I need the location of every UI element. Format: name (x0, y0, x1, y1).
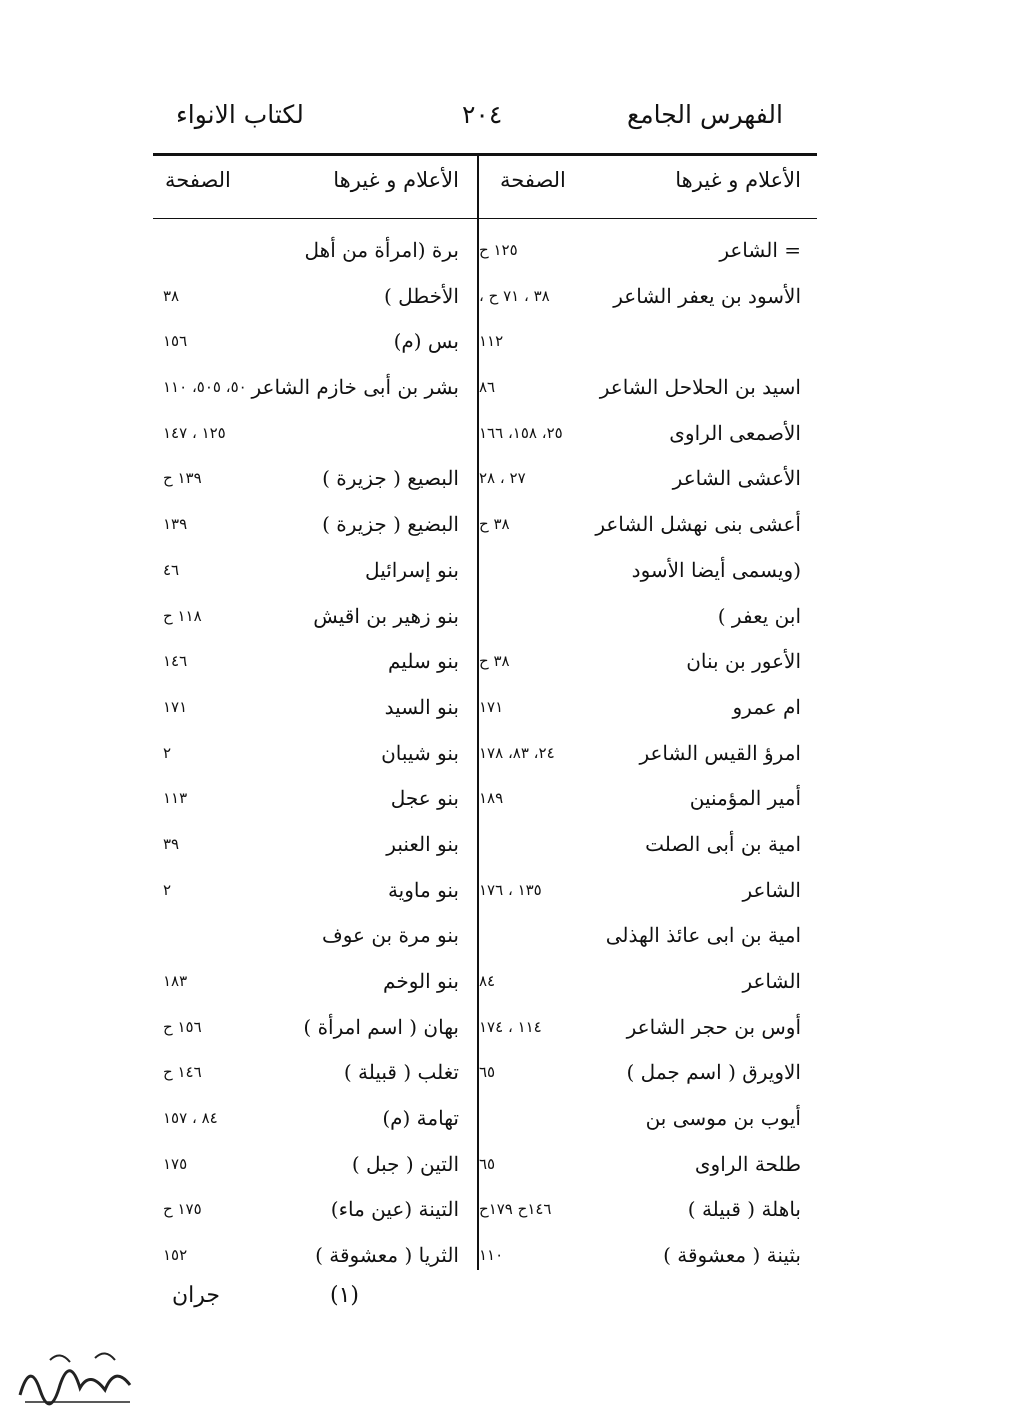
entry-name: اسيد بن الحلاحل الشاعر (599, 375, 801, 400)
entry-pages: ٥٠، ٥٠٥، ١١٠ (163, 378, 247, 397)
index-entry (163, 959, 459, 1005)
entry-name: بنو إسرائيل (365, 557, 459, 582)
entry-pages: ١٥٢ (163, 1246, 188, 1265)
entry-pages: ٨٤ (479, 972, 496, 990)
index-entry (479, 228, 801, 274)
entry-name: ام عمرو (732, 694, 801, 719)
left-column-heading-names: الأعلام و غيرها (333, 168, 459, 192)
right-index-column (479, 228, 801, 1279)
entry-name: بنو السيد (384, 694, 459, 719)
entry-name: تهامة (م) (382, 1106, 459, 1131)
index-entry (163, 1096, 459, 1142)
left-column-heading-page: الصفحة (165, 168, 231, 192)
entry-pages: ٨٦ (479, 378, 496, 397)
entry-pages: ١١٨ ح (163, 606, 202, 625)
index-entry (479, 822, 801, 868)
index-entry (163, 731, 459, 777)
index-entry (163, 502, 459, 548)
entry-pages: ١٧٥ (163, 1154, 188, 1173)
index-entry (163, 685, 459, 731)
index-entry (163, 913, 459, 959)
index-entry (163, 868, 459, 914)
entry-pages: ١٨٣ (163, 972, 188, 990)
entry-name: ابن يعفر ) (717, 603, 801, 628)
entry-name: بنو الوخم (383, 969, 459, 993)
entry-name: بس (م) (393, 329, 459, 354)
index-entry (479, 1050, 801, 1096)
index-entry (163, 1233, 459, 1279)
index-entry (163, 1142, 459, 1188)
index-entry (479, 1233, 801, 1279)
index-entry (163, 548, 459, 594)
index-entry (163, 1050, 459, 1096)
index-entry (479, 685, 801, 731)
entry-name: الأخطل ) (383, 283, 459, 308)
entry-name: الأسود بن يعفر الشاعر (613, 283, 801, 308)
entry-pages: ٦٥ (479, 1063, 496, 1082)
entry-pages: ١٣٩ ح (163, 469, 202, 488)
entry-name: امية بن أبى الصلت (645, 831, 801, 856)
entry-name: بنو ماوية (387, 877, 459, 902)
entry-name: أوس بن حجر الشاعر (626, 1014, 801, 1039)
entry-pages: ٢٧ ، ٢٨ (479, 469, 526, 488)
entry-pages: ١٣٥ ، ١٧٦ (479, 880, 542, 899)
index-entry (479, 868, 801, 914)
entry-name: بثينة ( معشوقة ) (663, 1243, 801, 1268)
entry-pages: ٢ (163, 743, 172, 762)
entry-name: بنو زهير بن اقيش (313, 603, 459, 628)
entry-pages: ٣٨ ح (479, 652, 510, 671)
entry-name: = الشاعر (719, 238, 801, 262)
header-rule (153, 153, 817, 156)
catchword: جران (172, 1283, 221, 1308)
sheet-mark: (١) (330, 1283, 360, 1308)
left-index-column (163, 228, 459, 1279)
index-entry (163, 594, 459, 640)
entry-pages: ١٢٥ ، ١٤٧ (163, 423, 226, 442)
index-entry (479, 456, 801, 502)
entry-name: الشاعر (742, 969, 801, 993)
index-entry (163, 228, 459, 274)
index-entry (479, 776, 801, 822)
entry-pages: ٤٦ (163, 560, 180, 579)
page-number: ٢٠٤ (462, 100, 503, 129)
entry-pages: ١٤٦ (163, 652, 188, 671)
entry-name: بهان ( اسم امرأة ) (303, 1014, 459, 1039)
entry-pages: ١٧١ (163, 697, 188, 716)
right-column-heading-names: الأعلام و غيرها (675, 168, 801, 192)
index-entry (163, 822, 459, 868)
index-entry (479, 959, 801, 1005)
index-entry (163, 776, 459, 822)
entry-name: تغلب ( قبيلة ) (343, 1060, 459, 1085)
entry-name: بنو مرة بن عوف (321, 923, 459, 948)
entry-name: الأعور بن بنان (686, 649, 801, 674)
entry-name: الثريا ( معشوقة ) (315, 1243, 459, 1268)
entry-name: بنو سليم (387, 649, 459, 674)
entry-pages: ٣٨ ح (479, 515, 510, 534)
index-entry (479, 365, 801, 411)
index-entry (479, 1142, 801, 1188)
entry-pages: ٢ (163, 880, 172, 899)
index-entry (479, 1005, 801, 1051)
index-entry (479, 731, 801, 777)
index-entry (479, 913, 801, 959)
entry-name: أيوب بن موسى بن (645, 1106, 801, 1131)
entry-name: الشاعر (742, 877, 801, 902)
entry-name: الأصمعى الراوى (669, 420, 801, 445)
index-entry (479, 639, 801, 685)
index-entry (163, 411, 459, 457)
index-entry (479, 411, 801, 457)
right-column-heading-page: الصفحة (500, 168, 566, 192)
index-entry (163, 1005, 459, 1051)
entry-name: بنو شيبان (381, 740, 459, 765)
entry-pages: ٢٥، ١٥٨، ١٦٦ (479, 423, 563, 442)
index-entry (163, 639, 459, 685)
index-entry (163, 456, 459, 502)
entry-pages: ١٥٦ (163, 332, 188, 351)
index-entry (479, 1187, 801, 1233)
entry-name: برة (امرأة من أهل (304, 238, 459, 262)
entry-pages: ١١٤ ، ١٧٤ (479, 1017, 542, 1036)
entry-pages: ١٢٥ ح (479, 241, 518, 259)
running-title-left: لكتاب الانواء (176, 100, 304, 129)
entry-name: امرؤ القيس الشاعر (639, 740, 801, 765)
entry-pages: ١٨٩ (479, 789, 504, 808)
entry-name: الاويرق ( اسم جمل ) (626, 1060, 801, 1085)
entry-name: أمير المؤمنين (689, 786, 801, 811)
entry-pages: ٣٨ (163, 286, 180, 305)
index-entry (163, 365, 459, 411)
entry-name: بنو العنبر (386, 831, 459, 856)
entry-pages: ١٧٥ ح (163, 1200, 202, 1219)
entry-name: التينة (عين ماء) (330, 1197, 459, 1222)
entry-pages: ٣٩ (163, 834, 180, 853)
entry-name: البصيع ( جزيرة ) (322, 466, 459, 491)
index-entry (163, 319, 459, 365)
entry-name: باهلة ( قبيلة ) (687, 1197, 801, 1222)
entry-pages: ٣٨ ، ٧١ ح ، (479, 286, 550, 305)
index-entry (479, 548, 801, 594)
entry-pages: ٦٥ (479, 1154, 496, 1173)
entry-pages: ١٤٦ ح (163, 1063, 202, 1082)
entry-pages: ١٥٦ ح (163, 1017, 202, 1036)
entry-pages: ٢٤، ٨٣، ١٧٨ (479, 743, 555, 762)
entry-pages: ١٣٩ (163, 515, 188, 534)
entry-pages: ١١٣ (163, 789, 188, 808)
index-entry (479, 594, 801, 640)
entry-pages: ١٧١ (479, 697, 504, 716)
running-title-right: الفهرس الجامع (626, 100, 783, 129)
entry-pages: ١٤٦ح ١٧٩ح (479, 1200, 552, 1219)
entry-name: (ويسمى أيضا الأسود (631, 557, 801, 582)
index-entry (163, 1187, 459, 1233)
entry-pages: ١١٠ (479, 1246, 504, 1265)
index-entry (479, 319, 801, 365)
entry-name: أعشى بنى نهشل الشاعر (595, 512, 801, 537)
entry-name: الأعشى الشاعر (672, 466, 801, 491)
index-entry (479, 1096, 801, 1142)
index-entry (479, 502, 801, 548)
entry-pages: ٨٤ ، ١٥٧ (163, 1109, 218, 1128)
entry-name: امية بن ابى عائذ الهذلى (605, 923, 801, 948)
entry-name: بشر بن أبى خازم الشاعر (251, 375, 459, 400)
index-entry (479, 274, 801, 320)
entry-name: بنو عجل (390, 786, 459, 811)
library-stamp-logo (10, 1340, 140, 1410)
entry-name: البضيع ( جزيرة ) (322, 512, 459, 537)
entry-name: طلحة الراوى (694, 1151, 801, 1176)
entry-pages: ١١٢ (479, 332, 504, 351)
index-entry (163, 274, 459, 320)
column-head-rule (153, 218, 817, 219)
entry-name: التين ( جبل ) (351, 1151, 459, 1176)
